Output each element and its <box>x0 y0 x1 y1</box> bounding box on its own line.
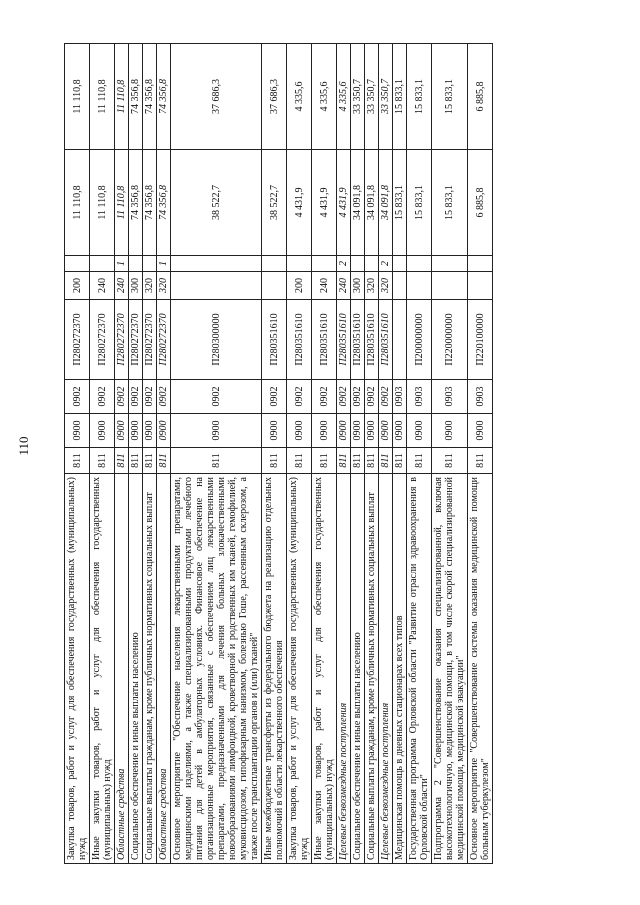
row-name: Основное мероприятие "Совершенствование системы оказания медицинской помощи больным туберкулезом" <box>468 474 493 864</box>
funding-source-code <box>393 256 407 272</box>
amount-second-year: 74 356,8 <box>143 44 157 150</box>
expense-type-code <box>468 272 493 300</box>
grbs-code: 811 <box>365 448 379 474</box>
funding-source-code <box>129 256 143 272</box>
table-row <box>379 44 393 864</box>
subsection-code: 0902 <box>262 380 287 414</box>
row-name: Социальные выплаты гражданам, кроме публичных нормативных социальных выплат <box>143 474 157 864</box>
budget-table <box>64 43 493 864</box>
row-name: Подпрограмма 2 "Совершенствование оказания специализированной, включая высокотехнологичную, медицинской помощи, в том числе скорой специализированной медицинской помощи, медицинской эвакуации" <box>432 474 468 864</box>
target-article-code <box>393 300 407 380</box>
grbs-code: 811 <box>157 448 171 474</box>
amount-first-year: 38 522,7 <box>171 150 262 256</box>
table-row <box>90 44 115 864</box>
subsection-code: 0902 <box>129 380 143 414</box>
grbs-code: 811 <box>65 448 90 474</box>
funding-source-code <box>287 256 312 272</box>
subsection-code: 0902 <box>351 380 365 414</box>
funding-source-code <box>365 256 379 272</box>
grbs-code: 811 <box>351 448 365 474</box>
amount-first-year: 4 431,9 <box>312 150 337 256</box>
amount-second-year: 15 833,1 <box>407 44 432 150</box>
amount-first-year: 74 356,8 <box>129 150 143 256</box>
expense-type-code <box>407 272 432 300</box>
subsection-code: 0903 <box>393 380 407 414</box>
expense-type-code: 240 <box>312 272 337 300</box>
section-code: 0900 <box>393 414 407 448</box>
subsection-code: 0902 <box>379 380 393 414</box>
grbs-code: 811 <box>143 448 157 474</box>
section-code: 0900 <box>379 414 393 448</box>
section-code: 0900 <box>337 414 351 448</box>
expense-type-code: 200 <box>65 272 90 300</box>
expense-type-code: 320 <box>379 272 393 300</box>
row-name: Областные средства <box>115 474 129 864</box>
section-code: 0900 <box>262 414 287 448</box>
expense-type-code: 320 <box>365 272 379 300</box>
section-code: 0900 <box>468 414 493 448</box>
subsection-code: 0902 <box>337 380 351 414</box>
target-article-code: П280351610 <box>337 300 351 380</box>
target-article-code: П200000000 <box>407 300 432 380</box>
funding-source-code: 2 <box>337 256 351 272</box>
subsection-code: 0902 <box>115 380 129 414</box>
table-row <box>171 44 262 864</box>
section-code: 0900 <box>351 414 365 448</box>
amount-second-year: 6 885,8 <box>468 44 493 150</box>
table-row <box>115 44 129 864</box>
amount-first-year: 74 356,8 <box>157 150 171 256</box>
funding-source-code <box>351 256 365 272</box>
row-name: Основное мероприятие "Обеспечение населения лекарственными препаратами, медицинскими изделиями, а также специализированными продуктами лечебного питания для детей в амбулаторных условиях. Финансовое обеспечение на организационные мероприятия, связанные с обеспечением лиц лекарственными препаратами, предназначенными для лечения больных злокачественными новообразованиями лимфоидной, кроветворной и родственных им тканей, гемофилией, муковисцидозом, гипофизарным нанизмом, болезнью Гоше, рассеянным склерозом, а также после трансплантации органов и (или) тканей" <box>171 474 262 864</box>
amount-second-year: 33 350,7 <box>379 44 393 150</box>
grbs-code: 811 <box>115 448 129 474</box>
row-name: Медицинская помощь в дневных стационарах всех типов <box>393 474 407 864</box>
section-code: 0900 <box>115 414 129 448</box>
amount-first-year: 11 110,8 <box>115 150 129 256</box>
funding-source-code: 2 <box>379 256 393 272</box>
target-article-code: П280351610 <box>287 300 312 380</box>
target-article-code: П280272370 <box>129 300 143 380</box>
amount-first-year: 4 431,9 <box>337 150 351 256</box>
section-code: 0900 <box>129 414 143 448</box>
row-name: Иные межбюджетные трансферты из федерального бюджета на реализацию отдельных полномочий в области лекарственного обеспечения <box>262 474 287 864</box>
funding-source-code <box>90 256 115 272</box>
table-row <box>337 44 351 864</box>
page-number: 110 <box>16 436 31 456</box>
amount-first-year: 38 522,7 <box>262 150 287 256</box>
amount-first-year: 11 110,8 <box>90 150 115 256</box>
grbs-code: 811 <box>90 448 115 474</box>
subsection-code: 0903 <box>468 380 493 414</box>
amount-second-year: 74 356,8 <box>157 44 171 150</box>
row-name: Иные закупки товаров, работ и услуг для обеспечения государственных (муниципальных) нужд <box>312 474 337 864</box>
amount-second-year: 33 350,7 <box>365 44 379 150</box>
table-row <box>262 44 287 864</box>
row-name: Иные закупки товаров, работ и услуг для обеспечения государственных (муниципальных) нужд <box>90 474 115 864</box>
subsection-code: 0902 <box>143 380 157 414</box>
expense-type-code: 240 <box>115 272 129 300</box>
amount-second-year: 4 335,6 <box>287 44 312 150</box>
expense-type-code: 300 <box>129 272 143 300</box>
section-code: 0900 <box>432 414 468 448</box>
expense-type-code: 240 <box>90 272 115 300</box>
target-article-code: П280351610 <box>379 300 393 380</box>
section-code: 0900 <box>287 414 312 448</box>
section-code: 0900 <box>65 414 90 448</box>
row-name: Целевые безвозмездные поступления <box>379 474 393 864</box>
table-row <box>351 44 365 864</box>
grbs-code: 811 <box>337 448 351 474</box>
amount-first-year: 34 091,8 <box>365 150 379 256</box>
amount-second-year: 4 335,6 <box>312 44 337 150</box>
amount-second-year: 15 833,1 <box>432 44 468 150</box>
table-row <box>432 44 468 864</box>
amount-first-year: 74 356,8 <box>143 150 157 256</box>
grbs-code: 811 <box>171 448 262 474</box>
section-code: 0900 <box>407 414 432 448</box>
amount-second-year: 15 833,1 <box>393 44 407 150</box>
table-row <box>468 44 493 864</box>
row-name: Государственная программа Орловской области "Развитие отрасли здравоохранения в Орловской области" <box>407 474 432 864</box>
expense-type-code <box>393 272 407 300</box>
grbs-code: 811 <box>393 448 407 474</box>
amount-second-year: 37 686,3 <box>171 44 262 150</box>
target-article-code: П220000000 <box>432 300 468 380</box>
funding-source-code <box>171 256 262 272</box>
budget-table-body <box>65 44 493 864</box>
section-code: 0900 <box>312 414 337 448</box>
funding-source-code: 1 <box>157 256 171 272</box>
subsection-code: 0902 <box>312 380 337 414</box>
expense-type-code: 300 <box>351 272 365 300</box>
grbs-code: 811 <box>432 448 468 474</box>
target-article-code: П280272370 <box>115 300 129 380</box>
funding-source-code <box>262 256 287 272</box>
funding-source-code <box>143 256 157 272</box>
target-article-code: П280351610 <box>312 300 337 380</box>
section-code: 0900 <box>171 414 262 448</box>
table-row <box>407 44 432 864</box>
amount-second-year: 74 356,8 <box>129 44 143 150</box>
funding-source-code <box>407 256 432 272</box>
subsection-code: 0902 <box>365 380 379 414</box>
amount-first-year: 11 110,8 <box>65 150 90 256</box>
amount-first-year: 6 885,8 <box>468 150 493 256</box>
section-code: 0900 <box>365 414 379 448</box>
amount-first-year: 34 091,8 <box>379 150 393 256</box>
amount-second-year: 37 686,3 <box>262 44 287 150</box>
subsection-code: 0902 <box>90 380 115 414</box>
subsection-code: 0903 <box>432 380 468 414</box>
amount-second-year: 11 110,8 <box>115 44 129 150</box>
section-code: 0900 <box>90 414 115 448</box>
subsection-code: 0902 <box>287 380 312 414</box>
expense-type-code: 200 <box>287 272 312 300</box>
table-row <box>312 44 337 864</box>
table-row <box>287 44 312 864</box>
table-row <box>393 44 407 864</box>
amount-second-year: 33 350,7 <box>351 44 365 150</box>
subsection-code: 0902 <box>157 380 171 414</box>
amount-second-year: 11 110,8 <box>65 44 90 150</box>
amount-first-year: 34 091,8 <box>351 150 365 256</box>
expense-type-code <box>432 272 468 300</box>
target-article-code: П280272370 <box>90 300 115 380</box>
amount-first-year: 15 833,1 <box>432 150 468 256</box>
budget-page <box>64 44 614 864</box>
expense-type-code: 240 <box>337 272 351 300</box>
amount-first-year: 15 833,1 <box>393 150 407 256</box>
expense-type-code <box>262 272 287 300</box>
grbs-code: 811 <box>262 448 287 474</box>
target-article-code: П280300000 <box>171 300 262 380</box>
grbs-code: 811 <box>287 448 312 474</box>
amount-second-year: 4 335,6 <box>337 44 351 150</box>
grbs-code: 811 <box>129 448 143 474</box>
section-code: 0900 <box>157 414 171 448</box>
table-row <box>365 44 379 864</box>
funding-source-code: 1 <box>115 256 129 272</box>
row-name: Областные средства <box>157 474 171 864</box>
target-article-code: П280351610 <box>351 300 365 380</box>
table-row <box>129 44 143 864</box>
section-code: 0900 <box>143 414 157 448</box>
subsection-code: 0903 <box>407 380 432 414</box>
row-name: Социальные выплаты гражданам, кроме публичных нормативных социальных выплат <box>365 474 379 864</box>
target-article-code: П280272370 <box>157 300 171 380</box>
grbs-code: 811 <box>407 448 432 474</box>
funding-source-code <box>468 256 493 272</box>
row-name: Социальное обеспечение и иные выплаты населению <box>129 474 143 864</box>
grbs-code: 811 <box>312 448 337 474</box>
expense-type-code: 320 <box>143 272 157 300</box>
funding-source-code <box>65 256 90 272</box>
amount-first-year: 15 833,1 <box>407 150 432 256</box>
row-name: Целевые безвозмездные поступления <box>337 474 351 864</box>
funding-source-code <box>312 256 337 272</box>
grbs-code: 811 <box>379 448 393 474</box>
amount-first-year: 4 431,9 <box>287 150 312 256</box>
target-article-code: П220100000 <box>468 300 493 380</box>
expense-type-code: 320 <box>157 272 171 300</box>
target-article-code: П280351610 <box>262 300 287 380</box>
expense-type-code <box>171 272 262 300</box>
target-article-code: П280351610 <box>365 300 379 380</box>
table-row <box>65 44 90 864</box>
row-name: Закупка товаров, работ и услуг для обеспечения государственных (муниципальных) нужд <box>287 474 312 864</box>
table-row <box>157 44 171 864</box>
target-article-code: П280272370 <box>143 300 157 380</box>
subsection-code: 0902 <box>171 380 262 414</box>
row-name: Закупка товаров, работ и услуг для обеспечения государственных (муниципальных) нужд <box>65 474 90 864</box>
row-name: Социальное обеспечение и иные выплаты населению <box>351 474 365 864</box>
table-row <box>143 44 157 864</box>
subsection-code: 0902 <box>65 380 90 414</box>
target-article-code: П280272370 <box>65 300 90 380</box>
amount-second-year: 11 110,8 <box>90 44 115 150</box>
grbs-code: 811 <box>468 448 493 474</box>
funding-source-code <box>432 256 468 272</box>
